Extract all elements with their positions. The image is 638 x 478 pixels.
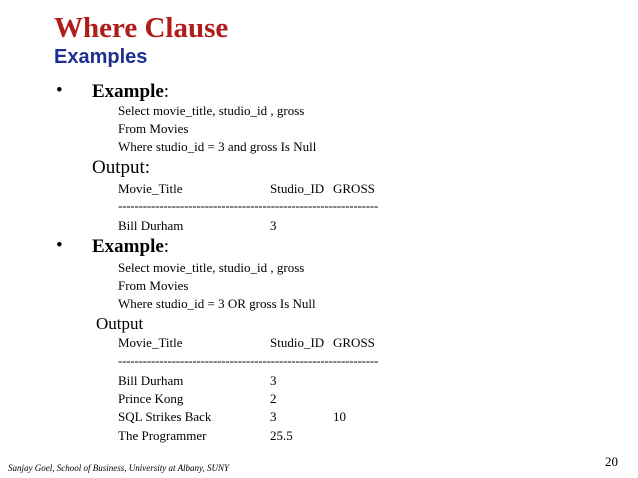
example-1-label: [92, 81, 169, 103]
example-2-row-1-studio: 3: [270, 373, 277, 388]
example-1-header-gross: GROSS: [333, 181, 375, 196]
example-2-row-4-title: The Programmer: [118, 428, 207, 443]
example-2-header-gross: GROSS: [333, 335, 375, 350]
example-1-header-title: Movie_Title: [118, 181, 183, 196]
example-1-header-studio: Studio_ID: [270, 181, 325, 196]
example-2-output-label: Output: [96, 314, 144, 333]
example-2-row-1-title: Bill Durham: [118, 373, 184, 388]
example-2-label-text: Example: [92, 236, 164, 257]
slide-footer: Sanjay Goel, School of Business, University at Albany, SUNY: [8, 463, 230, 473]
example-1-sql-from: From Movies: [118, 121, 189, 136]
slide-title: Where Clause: [54, 12, 229, 44]
example-1-row-1-title: Bill Durham: [118, 218, 184, 233]
example-1-separator: ---------------------------------------------------------------: [118, 198, 379, 213]
example-1-row-1-studio: 3: [270, 218, 277, 233]
example-1-output-label: Output:: [92, 157, 151, 178]
bullet-example-1: •: [56, 80, 63, 101]
example-2-sql-where: Where studio_id = 3 OR gross Is Null: [118, 296, 316, 311]
example-1-sql-where: Where studio_id = 3 and gross Is Null: [118, 139, 317, 154]
example-2-row-4-studio: 25.5: [270, 428, 293, 443]
example-2-sql-from: From Movies: [118, 278, 189, 293]
example-2-label-colon: :: [163, 236, 170, 257]
example-1-sql-select: Select movie_title, studio_id , gross: [118, 103, 305, 118]
example-2-row-3-studio: 3: [270, 409, 277, 424]
example-2-header-title: Movie_Title: [118, 335, 183, 350]
bullet-example-2: •: [56, 235, 63, 256]
example-1-label-text: Example: [92, 81, 164, 102]
example-2-separator: ---------------------------------------------------------------: [118, 353, 379, 368]
example-2-row-3-title: SQL Strikes Back: [118, 409, 212, 424]
example-2-row-3-gross: 10: [333, 409, 346, 424]
page-number: 20: [605, 454, 618, 469]
example-2-header-studio: Studio_ID: [270, 335, 325, 350]
example-2-row-2-title: Prince Kong: [118, 391, 184, 406]
slide-subtitle: Examples: [54, 46, 148, 68]
example-2-label: [92, 236, 169, 258]
example-2-sql-select: Select movie_title, studio_id , gross: [118, 260, 305, 275]
example-2-row-2-studio: 2: [270, 391, 277, 406]
example-1-label-colon: :: [163, 81, 170, 102]
